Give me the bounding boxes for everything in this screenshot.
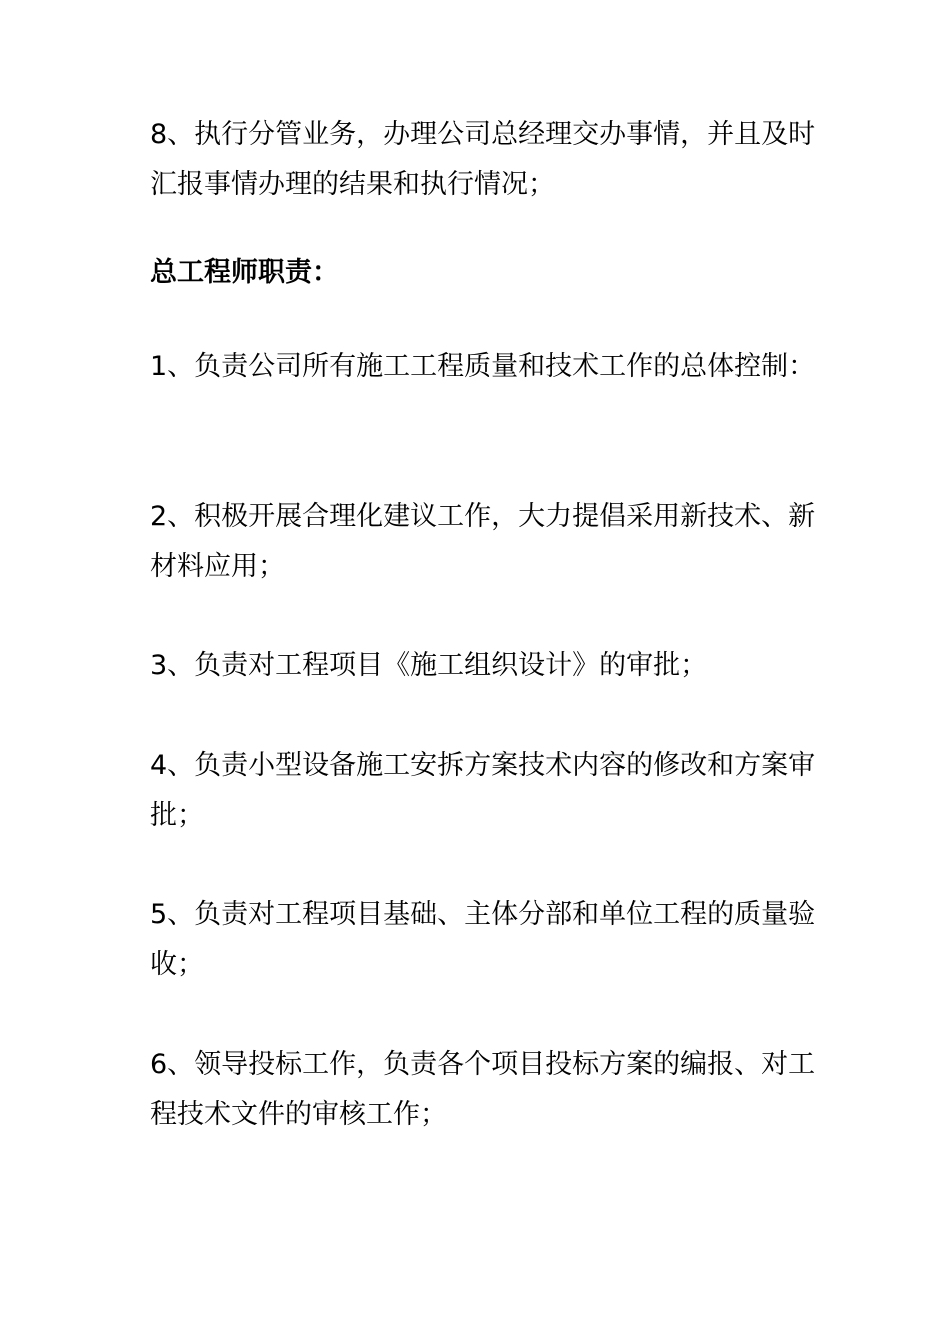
paragraph-text: 4、负责小型设备施工安拆方案技术内容的修改和方案审批； bbox=[150, 750, 816, 831]
paragraph-item-1 bbox=[138, 342, 818, 392]
paragraph-item-2 bbox=[138, 492, 818, 592]
paragraph-text: 5、负责对工程项目基础、主体分部和单位工程的质量验收； bbox=[150, 899, 816, 980]
paragraph-text: 2、积极开展合理化建议工作，大力提倡采用新技术、新材料应用； bbox=[150, 501, 816, 582]
paragraph-item-3 bbox=[138, 641, 818, 691]
paragraph-item-6 bbox=[138, 1040, 818, 1140]
paragraph-item-4 bbox=[138, 741, 818, 841]
paragraph-text: 6、领导投标工作，负责各个项目投标方案的编报、对工程技术文件的审核工作； bbox=[150, 1049, 816, 1130]
paragraph-text: 8、执行分管业务，办理公司总经理交办事情，并且及时汇报事情办理的结果和执行情况； bbox=[150, 119, 816, 200]
paragraph-item-5 bbox=[138, 890, 818, 990]
paragraph-text: 3、负责对工程项目《施工组织设计》的审批； bbox=[150, 650, 708, 681]
paragraph-text: 1、负责公司所有施工工程质量和技术工作的总体控制： bbox=[150, 351, 816, 382]
paragraph-item-8 bbox=[138, 110, 818, 210]
section-heading: 总工程师职责： bbox=[150, 257, 339, 288]
